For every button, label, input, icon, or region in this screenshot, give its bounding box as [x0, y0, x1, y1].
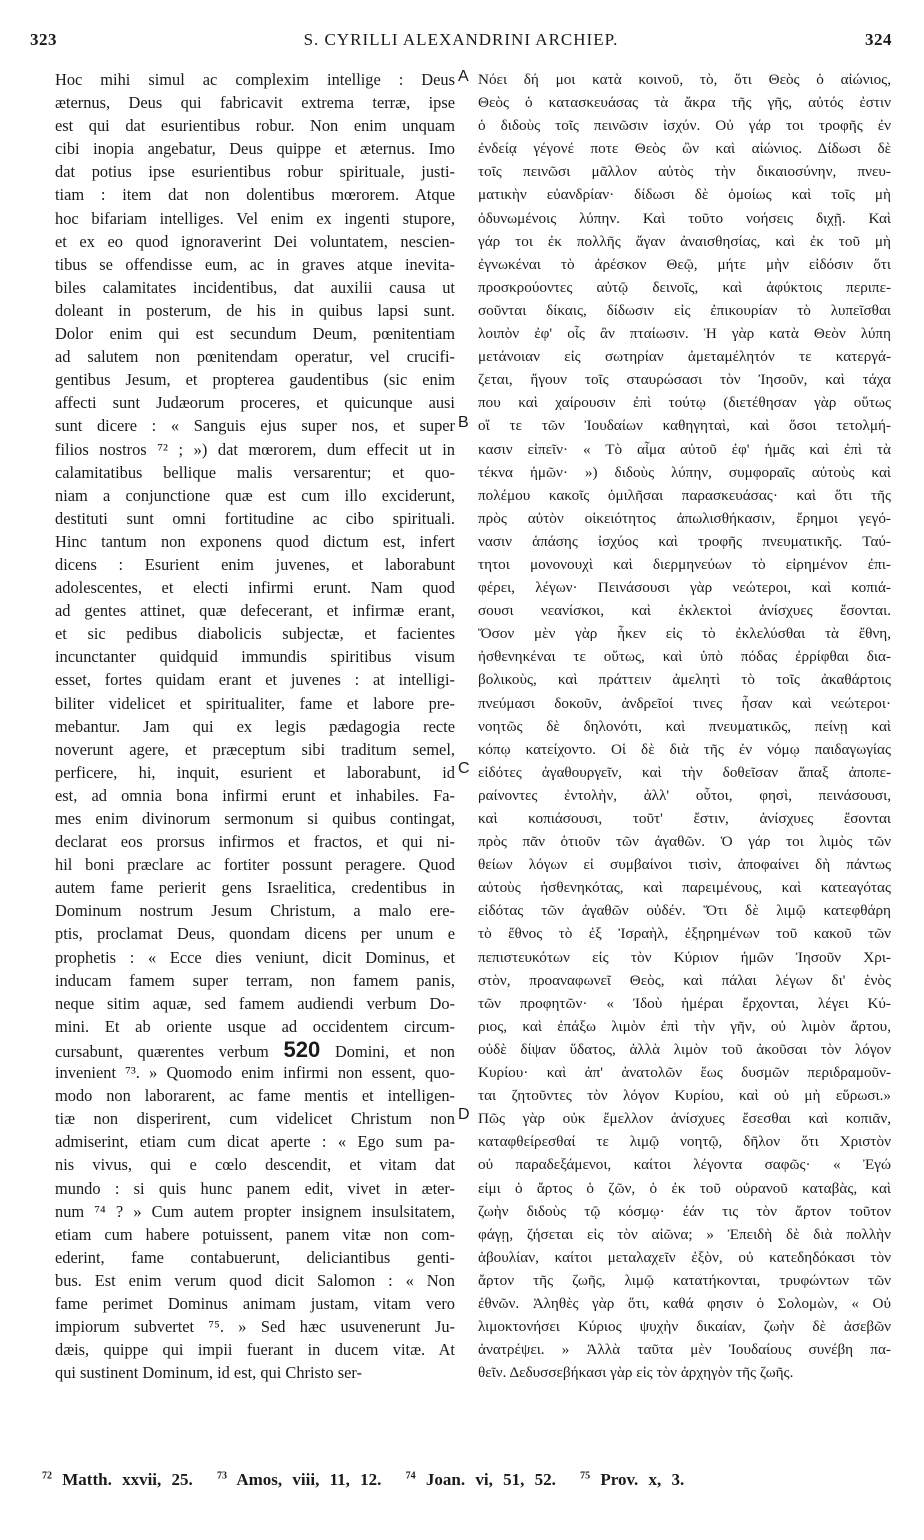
- latin-line: hil boni præclare ac fortiter possunt peragere. Quod: [55, 855, 455, 875]
- latin-line: dicens : Esurient enim juvenes, et laborabunt: [55, 554, 455, 574]
- margin-letter-c: C: [458, 760, 470, 777]
- latin-line: biles calamitates incidentibus, dat auxilii causa ut: [55, 277, 455, 297]
- latin-line: Hinc tantum non exponens quod dictum est, infert: [55, 531, 455, 551]
- latin-line: destituti sunt omni fortitudine ac cibo spirituali.: [55, 508, 455, 528]
- margin-letter-b: B: [458, 414, 469, 431]
- latin-line: tibus se offendisse eum, ac in graves atque inevita-: [55, 254, 455, 274]
- latin-line: prophetis : « Ecce dies veniunt, dicit Dominus, et: [55, 947, 455, 967]
- greek-line: εἰμι ὁ ἄρτος ὁ ζῶν, ὁ ἐκ τοῦ οὐρανοῦ καταβὰς, καὶ: [478, 1179, 891, 1197]
- greek-line: νασιν ἁπάσης ἰσχύος καὶ τροφῆς πνευματικῆς. Ταύ-: [478, 532, 891, 550]
- latin-line: invenient ⁷³. » Quomodo enim infirmi non essent, quo-: [55, 1063, 455, 1083]
- right-page-number: 324: [865, 30, 892, 49]
- latin-line: et ex eo quod ignoraverint Dei voluntatem, nescien-: [55, 231, 455, 251]
- greek-line: αὐτοὺς ἠσθενηκότας, καὶ παρειμένους, καὶ κατεαγότας: [478, 879, 891, 897]
- greek-line: λοιπὸν ἐφ' οἷς ἂν πταίωσιν. Ἡ γὰρ κατὰ Θεὸν λύπη: [478, 325, 891, 343]
- latin-line: dat potius ipse esurientibus robur spirituale, justi-: [55, 162, 455, 182]
- greek-line: μετάνοιαν εἰς σωτηρίαν ἀμεταμέλητόν τε κατεργά-: [478, 348, 891, 366]
- greek-line: που καὶ χαίρουσιν ἐπὶ τούτῳ (διετέθησαν γὰρ οὕτως: [478, 394, 891, 412]
- latin-line: bus. Est enim verum quod dicit Salomon : « Non: [55, 1270, 455, 1290]
- greek-line: τῶν προφητῶν· « Ἰδοὺ ἡμέραι ἔρχονται, λέγει Κύ-: [478, 994, 891, 1012]
- greek-line: οὐ παραδεξάμενοι, καίτοι λέγοντα σαφῶς· « Ἐγώ: [478, 1156, 891, 1174]
- margin-letter-d: D: [458, 1106, 470, 1123]
- latin-line: ad gentes attinet, quæ defecerant, et infirmæ erant,: [55, 601, 455, 621]
- greek-line: λιμοκτονήσει Κύριος ψυχὴν δικαίαν, ζωὴν δὲ ἀσεβῶν: [478, 1318, 891, 1336]
- latin-line: autem fame perierit gens Israelitica, credentibus in: [55, 878, 455, 898]
- latin-line-text: Domini, et non: [334, 1041, 455, 1061]
- greek-line: ραίνοντες ἐντολὴν, ἀλλ' οὗτοι, φησὶ, πεινάσουσι,: [478, 786, 891, 804]
- latin-line: declarat eos prorsus infirmos et fractos, et qui ni-: [55, 832, 455, 852]
- latin-line: Hoc mihi simul ac complexim intellige : Deus: [55, 70, 455, 89]
- greek-line: καὶ κοπιάσουσι, τοῦτ' ἔστιν, ἀνίσχυες ἔσονται: [478, 810, 891, 827]
- latin-line: esset, fortes quidam erant et juvenes : at intelligi-: [55, 670, 455, 690]
- left-page-number: 323: [30, 30, 57, 49]
- greek-line: ὀδυνωμένοις λύπην. Καὶ τοῦτο νοήσεις διχῇ. Καὶ: [478, 209, 891, 227]
- greek-line: φάγῃ, ζήσεται εἰς τὸν αἰῶνα; » Ἐπειδὴ δὲ διὰ πολλὴν: [478, 1225, 891, 1243]
- latin-line: mundo : si quis hunc panem edit, vivet in æter-: [55, 1178, 455, 1198]
- running-head-title: S. CYRILLI ALEXANDRINI ARCHIEP.: [303, 30, 619, 49]
- latin-line-text: cursabunt, quærentes verbum: [55, 1041, 269, 1061]
- greek-line: φέρει, λέγων· Πεινάσουσι γὰρ νεώτεροι, καὶ κοπιά-: [478, 579, 891, 597]
- page-header: [30, 30, 892, 58]
- footnote-73: $^{73}$ Amos, viii, 11, 12.: [217, 1470, 382, 1489]
- latin-line: ptis, proclamat Deus, quondam dicens per unum e: [55, 924, 455, 944]
- greek-line: ἄρτον τῆς ζωῆς, λιμῷ κατατήκονται, τρυφώντων τῶν: [478, 1271, 891, 1289]
- latin-line: ad salutem non pœnitendam operatur, vel crucifi-: [55, 347, 455, 367]
- greek-line: πολέμου κακοῖς ὁμιλῆσαι παρασκευάσας· καὶ ὅτι τῆς: [478, 486, 891, 504]
- greek-line: ριος, καὶ ἐπάξω λιμὸν ἐπὶ τὴν γῆν, οὐ λιμὸν ἄρτου,: [478, 1017, 891, 1035]
- greek-line: ἠσθενηκέναι τε οὕτως, καὶ ὑπὸ πόδας ἐρρίφθαι δια-: [478, 648, 891, 666]
- greek-line: προσκρούοντες αὐτῷ δεινοῖς, καὶ ἀφύκτοις περιπε-: [478, 278, 891, 296]
- latin-line: sunt dicere : « Sanguis ejus super nos, et super: [55, 416, 455, 436]
- greek-line: τοῖς πεινῶσι μᾶλλον αὐτὸς τὴν δικαιοσύνην, πνευ-: [478, 163, 891, 181]
- greek-line: στὸν, προαναφωνεῖ Θεὸς, καὶ πάλαι λέγων δι' ἑνὸς: [478, 971, 891, 989]
- latin-line: æternus, Deus qui fabricavit extrema terræ, ipse: [55, 93, 455, 113]
- greek-line: ὁ διδοὺς τοῖς πεινῶσιν ἰσχύν. Οὐ γάρ τοι τροφῆς ἐν: [478, 117, 891, 135]
- latin-line: cibi inopia angebatur, Deus quippe et æternus. Imo: [55, 139, 455, 159]
- latin-line: Dominum nostrum Jesum Christum, a malo ere-: [55, 901, 455, 921]
- greek-line: ἐγνωκέναι τὸ ἀρέσκον Θεῷ, μήτε μὴν εἰδόσιν ὅτι: [478, 255, 891, 273]
- latin-line: filios nostros ⁷² ; ») dat mœrorem, dum effecit ut in: [55, 439, 455, 459]
- latin-line: inducam famem super terram, non famem panis,: [55, 970, 455, 990]
- greek-line: κόπῳ κατείχοντο. Οἱ δὲ διὰ τῆς ἐν νόμῳ παιδαγωγίας: [478, 740, 891, 758]
- latin-line: modo non laborarent, ac fame mentis et intelligen-: [55, 1086, 455, 1106]
- greek-line: οἵ τε τῶν Ἰουδαίων καθηγηταὶ, καὶ ὅσοι τετολμή-: [478, 417, 891, 435]
- greek-line: τὸ ἔθνος τὸ ἐξ Ἰσραὴλ, ἐξηρημένων τοῦ κακοῦ τῶν: [478, 925, 891, 943]
- column-number: 520: [283, 1037, 321, 1062]
- greek-line: οὐδὲ δίψαν ὕδατος, ἀλλὰ λιμὸν τοῦ ἀκοῦσαι τὸν λόγον: [478, 1040, 891, 1058]
- latin-line: ederint, fame contabuerunt, deliciantibus genti-: [55, 1247, 455, 1267]
- greek-line: ζωὴν διδοὺς τῷ κόσμῳ· ἐάν τις τὸν ἄρτον τοῦτον: [478, 1202, 891, 1220]
- footnotes: [42, 1470, 902, 1490]
- greek-line: νοητῶς δὲ δηλονότι, καὶ πνευματικῶς, πείνῃ καὶ: [478, 717, 891, 735]
- latin-line: mes enim divinorum sermonum si quibus contingat,: [55, 809, 455, 828]
- latin-line: niam a conjunctione quæ est cum illo exciderunt,: [55, 485, 455, 505]
- latin-line: dæis, quippe qui impii fuerant in ducem vitæ. At: [55, 1340, 455, 1360]
- latin-line: gentibus Jesum, et propterea gaudentibus (sic enim: [55, 370, 455, 390]
- latin-line: affecti sunt Judæorum proceres, et quicunque ausi: [55, 393, 455, 413]
- margin-letter-a: A: [458, 68, 469, 85]
- greek-line: ἐνδείᾳ γέγονέ ποτε Θεὸς ὢν καὶ αἰώνιος. Δίδωσι δὲ: [478, 140, 891, 158]
- latin-line: impiorum subvertet ⁷⁵. » Sed hæc usuvenerunt Ju-: [55, 1317, 455, 1337]
- latin-line: biliter videlicet et spiritualiter, fame et labore pre-: [55, 693, 455, 713]
- greek-line: θείων λόγων εἰ συμβαίνοι τισὶν, ἀποφαίνει δὴ πάντως: [478, 856, 891, 874]
- latin-line: nis vivus, qui e cœlo descendit, et vitam dat: [55, 1155, 455, 1175]
- greek-line: πεπιστευκότων εἰς τὸν Κύριον ἡμῶν Ἰησοῦν Χρι-: [478, 948, 891, 966]
- latin-line: tiam : item dat non dolentibus mœrorem. Atque: [55, 185, 455, 205]
- greek-line: πνεύμασι δοκοῦν, ἀνδρεῖοί τινες ἦσαν καὶ νεώτεροι·: [478, 694, 891, 712]
- latin-line: mebantur. Jam qui ex legis pædagogia recte: [55, 716, 455, 736]
- latin-line: num ⁷⁴ ? » Cum autem propter insignem insulsitatem,: [55, 1201, 455, 1221]
- latin-line: etiam cum habere potuissent, panem vitæ non com-: [55, 1224, 455, 1244]
- greek-line: τέκνα ἡμῶν· ») διδοὺς λύπην, συμφοραῖς αὐτοὺς καὶ: [478, 463, 891, 481]
- greek-line: Ὅσον μὲν γὰρ ἧκεν εἰς τὸ ἐκλελύσθαι τὰ ἔθνη,: [478, 625, 891, 643]
- greek-line: κασιν εἰπεῖν· « Τὸ αἷμα αὐτοῦ ἐφ' ἡμᾶς καὶ ἐπὶ τὰ: [478, 440, 891, 458]
- latin-line: tiæ non disperirent, cum videlicet Christum non: [55, 1109, 455, 1129]
- greek-line: πρὸς αὐτὸν οἰκειότητος ἀπωλισθήκασιν, ἔρημοι γεγό-: [478, 509, 891, 527]
- greek-line: σουσι νεανίσκοι, καὶ ἐκλεκτοὶ ἀνίσχυες ἔσονται.: [478, 602, 891, 620]
- greek-line: ματικὴν εὐανδρίαν· δίδωσι δὲ ὁμοίως καὶ τοῖς μὴ: [478, 186, 891, 204]
- latin-line: adolescentes, et electi infirmi erunt. Nam quod: [55, 578, 455, 598]
- latin-line: est qui dat esurientibus robur. Non enim unquam: [55, 116, 455, 136]
- greek-line: καταφθείρεσθαί τε λιμῷ νοητῷ, δῆλον ὅτι Χριστὸν: [478, 1133, 891, 1151]
- latin-line: calamitatibus bellique malis versarentur; et quo-: [55, 462, 455, 482]
- latin-line: neque sitim aquæ, sed famem audiendi verbum Do-: [55, 993, 455, 1013]
- footnote-75: $^{75}$ Prov. x, 3.: [580, 1470, 685, 1489]
- greek-line: τητοι μονονουχὶ καὶ διερμηνεύων τὸ εἰρημένον ἐπι-: [478, 555, 891, 573]
- latin-line: et sic pedibus diabolicis subjectæ, et facientes: [55, 624, 455, 644]
- footnote-74: $^{74}$ Joan. vi, 51, 52.: [405, 1470, 556, 1489]
- greek-line: εἰδότας τῶν ἀγαθῶν οὐδέν. Ὅτι δὲ λιμῷ κατεφθάρη: [478, 902, 891, 920]
- greek-line: Πῶς γὰρ οὐκ ἔμελλον ἀνίσχυες ἔσεσθαι καὶ κοπιᾶν,: [478, 1110, 891, 1128]
- latin-line: admiserint, etiam cum dicat aperte : « Ego sum pa-: [55, 1132, 455, 1152]
- greek-line: πρὸς πᾶν ὁτιοῦν τῶν ἀγαθῶν. Ὁ γάρ τοι λιμὸς τῶν: [478, 833, 891, 851]
- latin-column: [55, 68, 455, 1384]
- greek-line: ἀνατρέψει. » Ἀλλὰ ταῦτα μὲν Ἰουδαίους συνέβη πα-: [478, 1341, 891, 1359]
- greek-line: σοῦνται δίκαις, δίδωσιν εἰς ἐπικουρίαν τὸ λυπεῖσθαι: [478, 301, 891, 319]
- greek-line: ἐθνῶν. Ἀληθὲς γὰρ ὅτι, καθά φησιν ὁ Σολομὼν, « Οὐ: [478, 1294, 891, 1312]
- greek-line: εἰδότες ἀγαθουργεῖν, καὶ τὴν δοθεῖσαν ἅπαξ ἀποπε-: [478, 763, 891, 781]
- greek-line: βολικοὺς, καὶ πράττειν ἀμελητὶ τὸ τοῖς ἀκαθάρτοις: [478, 671, 891, 689]
- greek-line: Νόει δή μοι κατὰ κοινοῦ, τὸ, ὅτι Θεὸς ὁ αἰώνιος,: [478, 71, 891, 88]
- footnote-72: $^{72}$ Matth. xxvii, 25.: [42, 1470, 193, 1489]
- latin-line: [55, 1038, 455, 1061]
- latin-line: est, ad omnia bona infirmi erunt et inhabiles. Fa-: [55, 785, 455, 805]
- greek-line: ζεται, ἤγουν τοῖς σταυρώσασι τὸν Ἰησοῦν, καὶ τάχα: [478, 371, 891, 389]
- greek-line: Κυρίου· καὶ ἀπ' ἀνατολῶν ἕως δυσμῶν περιδραμοῦν-: [478, 1064, 891, 1082]
- latin-line: qui sustinent Dominum, id est, qui Christo ser-: [55, 1363, 362, 1383]
- greek-line: Θεὸς ὁ κατασκευάσας τὰ ἄκρα τῆς γῆς, αὐτός ἐστιν: [478, 94, 891, 112]
- latin-line: doleant in posterum, de his in quibus lapsi sunt.: [55, 300, 455, 320]
- latin-line: perficere, hi, inquit, esurient et laborabunt, id: [55, 762, 455, 782]
- greek-line: θεῖν. Δεδυσσεβήκασι γὰρ εἰς τὸν ἀρχηγὸν τῆς ζωῆς.: [478, 1364, 794, 1382]
- greek-column: [478, 68, 891, 1384]
- latin-line: noverunt agere, et præceptum sibi traditum semel,: [55, 739, 455, 759]
- latin-line: incunctanter quidquid immundis spiritibus visum: [55, 647, 455, 667]
- greek-line: ται ζητοῦντες τὸν λόγον Κυρίου, καὶ οὐ μὴ εὕρωσι.»: [478, 1087, 891, 1105]
- latin-line: mini. Et ab oriente usque ad occidentem circum-: [55, 1016, 455, 1036]
- latin-line: fame perimet Dominus animam justam, vitam vero: [55, 1293, 455, 1313]
- latin-line: Dolor enim qui est secundum Deum, pœnitentiam: [55, 324, 455, 344]
- greek-line: γάρ τοι ἐκ πολλῆς ἄγαν ἀναισθησίας, καὶ ἐκ τοῦ μὴ: [478, 232, 891, 250]
- greek-line: ἀβουλίαν, καίτοι μεταλαχεῖν ἐξὸν, οὐ κατεδηδόκασι τὸν: [478, 1248, 891, 1266]
- latin-line: hoc bifariam intelliges. Vel enim ex ingenti stupore,: [55, 208, 455, 228]
